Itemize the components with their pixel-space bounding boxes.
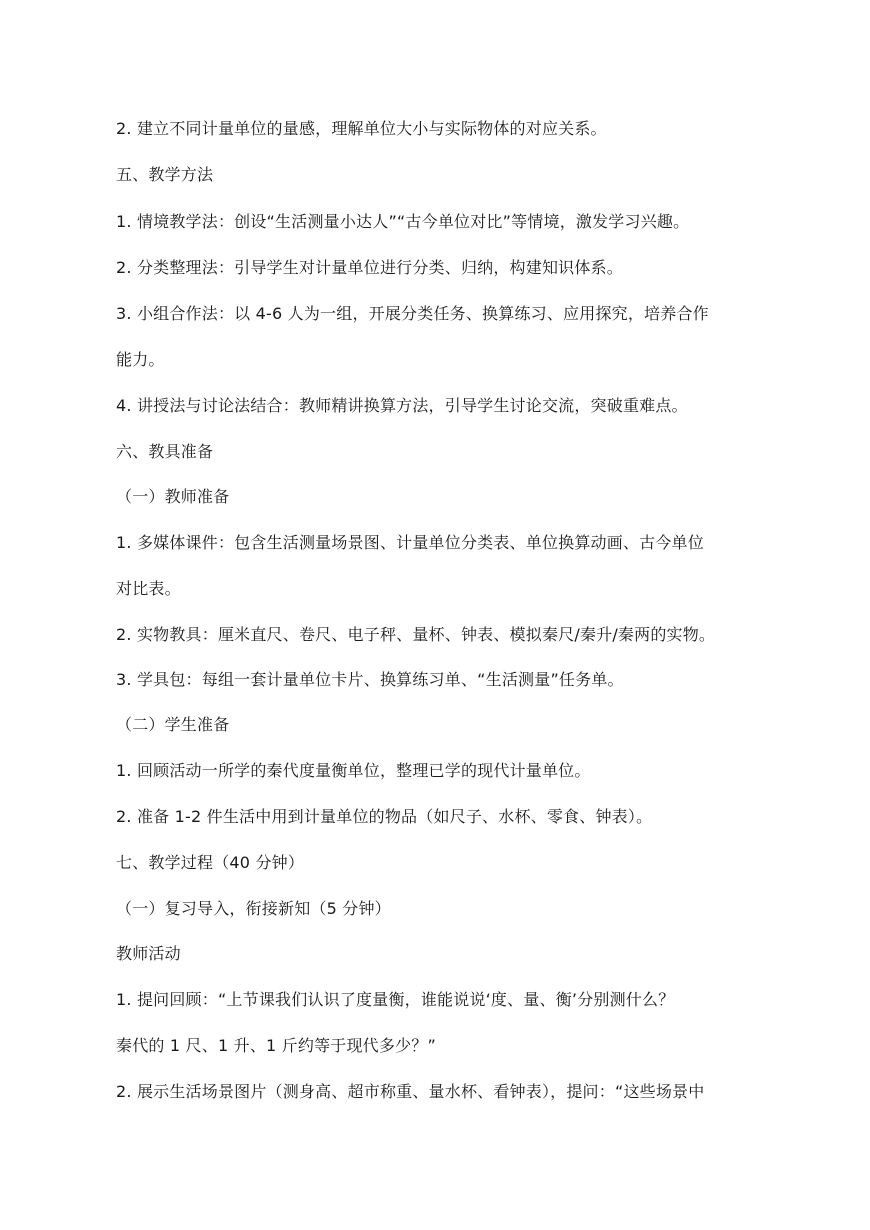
objective-item-2: 2. 建立不同计量单位的量感，理解单位大小与实际物体的对应关系。 <box>116 119 607 138</box>
student-prep-item-2: 2. 准备 1-2 件生活中用到计量单位的物品（如尺子、水杯、零食、钟表）。 <box>116 807 653 826</box>
section-heading-materials: 六、教具准备 <box>116 442 214 461</box>
section-heading-teaching-methods: 五、教学方法 <box>116 165 214 184</box>
teacher-prep-item-1: 1. 多媒体课件：包含生活测量场景图、计量单位分类表、单位换算动画、古今单位 <box>116 533 704 552</box>
method-item-4: 4. 讲授法与讨论法结合：教师精讲换算方法，引导学生讨论交流，突破重难点。 <box>116 396 688 415</box>
student-prep-item-1: 1. 回顾活动一所学的秦代度量衡单位，整理已学的现代计量单位。 <box>116 761 591 780</box>
activity-item-2: 2. 展示生活场景图片（测身高、超市称重、量水杯、看钟表），提问：“这些场景中 <box>116 1082 705 1101</box>
teacher-prep-item-3: 3. 学具包：每组一套计量单位卡片、换算练习单、“生活测量”任务单。 <box>116 670 624 689</box>
teacher-prep-item-1-continued: 对比表。 <box>116 579 181 598</box>
label-teacher-activity: 教师活动 <box>116 944 181 963</box>
method-item-3-continued: 能力。 <box>116 350 165 369</box>
subsection-heading-teacher-prep: （一）教师准备 <box>116 487 230 506</box>
activity-item-1: 1. 提问回顾：“上节课我们认识了度量衡，谁能说说‘度、量、衡’分别测什么？ <box>116 990 675 1009</box>
method-item-1: 1. 情境教学法：创设“生活测量小达人”“古今单位对比”等情境，激发学习兴趣。 <box>116 212 690 231</box>
method-item-3: 3. 小组合作法：以 4-6 人为一组，开展分类任务、换算练习、应用探究，培养合作 <box>116 304 709 323</box>
activity-item-1-continued: 秦代的 1 尺、1 升、1 斤约等于现代多少？” <box>116 1036 436 1055</box>
subsection-heading-student-prep: （二）学生准备 <box>116 715 230 734</box>
section-heading-process: 七、教学过程（40 分钟） <box>116 853 305 872</box>
teacher-prep-item-2: 2. 实物教具：厘米直尺、卷尺、电子秤、量杯、钟表、模拟秦尺/秦升/秦两的实物。 <box>116 625 716 644</box>
subsection-heading-review: （一）复习导入，衔接新知（5 分钟） <box>116 899 391 918</box>
method-item-2: 2. 分类整理法：引导学生对计量单位进行分类、归纳，构建知识体系。 <box>116 258 623 277</box>
